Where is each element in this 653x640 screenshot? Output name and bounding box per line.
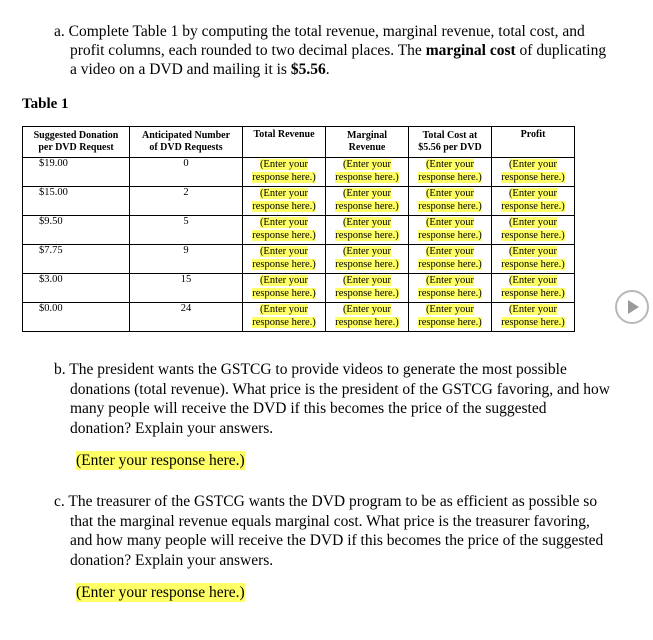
play-button[interactable] — [615, 290, 649, 324]
profit-response-field[interactable]: (Enter your response here.) — [501, 246, 565, 270]
cell-profit — [492, 274, 575, 303]
total-cost-response-field[interactable]: (Enter your response here.) — [418, 159, 482, 183]
play-icon — [617, 292, 647, 322]
cell-total-revenue — [243, 187, 326, 216]
cell-marginal-revenue — [326, 303, 409, 332]
profit-response-field[interactable]: (Enter your response here.) — [501, 217, 565, 241]
table-row — [23, 187, 575, 216]
cell-profit — [492, 187, 575, 216]
question-a-bold-price: $5.56 — [290, 61, 326, 78]
cell-total-revenue — [243, 158, 326, 187]
marginal-revenue-response-field[interactable]: (Enter your response here.) — [335, 159, 399, 183]
cell-total-revenue — [243, 245, 326, 274]
question-a-text-end: . — [325, 61, 330, 78]
cell-anticipated-number: 15 — [130, 274, 243, 303]
cell-profit — [492, 245, 575, 274]
marginal-revenue-response-field[interactable]: (Enter your response here.) — [335, 246, 399, 270]
marginal-revenue-response-field[interactable]: (Enter your response here.) — [335, 275, 399, 299]
cell-suggested-donation: $19.00 — [23, 158, 130, 187]
cell-profit — [492, 216, 575, 245]
header-marginal-revenue: Marginal Revenue — [326, 127, 409, 158]
cell-profit — [492, 303, 575, 332]
cell-marginal-revenue — [326, 216, 409, 245]
cell-suggested-donation: $15.00 — [23, 187, 130, 216]
marginal-revenue-response-field[interactable]: (Enter your response here.) — [335, 304, 399, 328]
cell-anticipated-number: 5 — [130, 216, 243, 245]
table-row — [23, 303, 575, 332]
cell-total-revenue — [243, 216, 326, 245]
header-suggested-donation: Suggested Donation per DVD Request — [23, 127, 130, 158]
profit-response-field[interactable]: (Enter your response here.) — [501, 275, 565, 299]
header-total-revenue: Total Revenue — [243, 127, 326, 158]
header-total-cost: Total Cost at $5.56 per DVD — [409, 127, 492, 158]
table-row — [23, 158, 575, 187]
total-revenue-response-field[interactable]: (Enter your response here.) — [252, 159, 316, 183]
profit-response-field[interactable]: (Enter your response here.) — [501, 304, 565, 328]
total-revenue-response-field[interactable]: (Enter your response here.) — [252, 304, 316, 328]
cell-anticipated-number: 24 — [130, 303, 243, 332]
total-cost-response-field[interactable]: (Enter your response here.) — [418, 304, 482, 328]
cell-total-cost — [409, 216, 492, 245]
question-a-bold-marginal-cost: marginal cost — [425, 42, 516, 59]
cell-total-cost — [409, 245, 492, 274]
response-c-field[interactable]: (Enter your response here.) — [76, 584, 245, 601]
cell-suggested-donation: $0.00 — [23, 303, 130, 332]
cell-marginal-revenue — [326, 158, 409, 187]
total-cost-response-field[interactable]: (Enter your response here.) — [418, 275, 482, 299]
table-title: Table 1 — [22, 96, 69, 112]
table-1 — [22, 126, 575, 332]
marginal-revenue-response-field[interactable]: (Enter your response here.) — [335, 188, 399, 212]
cell-total-cost — [409, 303, 492, 332]
total-revenue-response-field[interactable]: (Enter your response here.) — [252, 217, 316, 241]
profit-response-field[interactable]: (Enter your response here.) — [501, 159, 565, 183]
cell-total-cost — [409, 158, 492, 187]
response-b-field[interactable]: (Enter your response here.) — [76, 452, 245, 469]
question-a-text-middle: of duplicating a video on a DVD and mailing it is — [70, 42, 607, 78]
total-revenue-response-field[interactable]: (Enter your response here.) — [252, 275, 316, 299]
table-row — [23, 245, 575, 274]
cell-suggested-donation: $9.50 — [23, 216, 130, 245]
total-revenue-response-field[interactable]: (Enter your response here.) — [252, 246, 316, 270]
table-row — [23, 274, 575, 303]
table-row — [23, 216, 575, 245]
total-cost-response-field[interactable]: (Enter your response here.) — [418, 217, 482, 241]
cell-suggested-donation: $3.00 — [23, 274, 130, 303]
cell-suggested-donation: $7.75 — [23, 245, 130, 274]
cell-marginal-revenue — [326, 274, 409, 303]
cell-total-revenue — [243, 274, 326, 303]
cell-total-revenue — [243, 303, 326, 332]
cell-total-cost — [409, 187, 492, 216]
question-b: b. The president wants the GSTCG to provide videos to generate the most possible donations (total revenue). What price is the president of the GSTCG favoring, and how many people will receive the DVD if this becomes the price of the suggested donation? Explain your answers. — [54, 361, 610, 437]
total-revenue-response-field[interactable]: (Enter your response here.) — [252, 188, 316, 212]
header-profit: Profit — [492, 127, 575, 158]
profit-response-field[interactable]: (Enter your response here.) — [501, 188, 565, 212]
cell-anticipated-number: 2 — [130, 187, 243, 216]
cell-marginal-revenue — [326, 245, 409, 274]
question-a — [54, 22, 610, 79]
cell-marginal-revenue — [326, 187, 409, 216]
table-header-row — [23, 127, 575, 158]
cell-anticipated-number: 9 — [130, 245, 243, 274]
marginal-revenue-response-field[interactable]: (Enter your response here.) — [335, 217, 399, 241]
cell-anticipated-number: 0 — [130, 158, 243, 187]
header-anticipated-number: Anticipated Number of DVD Requests — [130, 127, 243, 158]
total-cost-response-field[interactable]: (Enter your response here.) — [418, 246, 482, 270]
question-c: c. The treasurer of the GSTCG wants the DVD program to be as efficient as possible so that the marginal revenue equals marginal cost. What price is the treasurer favoring, and how many people will receive the DVD if this becomes the price of the suggested donation? Explain your answers. — [54, 493, 604, 569]
question-a-text: a. Complete Table 1 by computing the total revenue, marginal revenue, total cost, and profit columns, each rounded to two decimal places. The — [54, 23, 585, 59]
cell-total-cost — [409, 274, 492, 303]
cell-profit — [492, 158, 575, 187]
total-cost-response-field[interactable]: (Enter your response here.) — [418, 188, 482, 212]
